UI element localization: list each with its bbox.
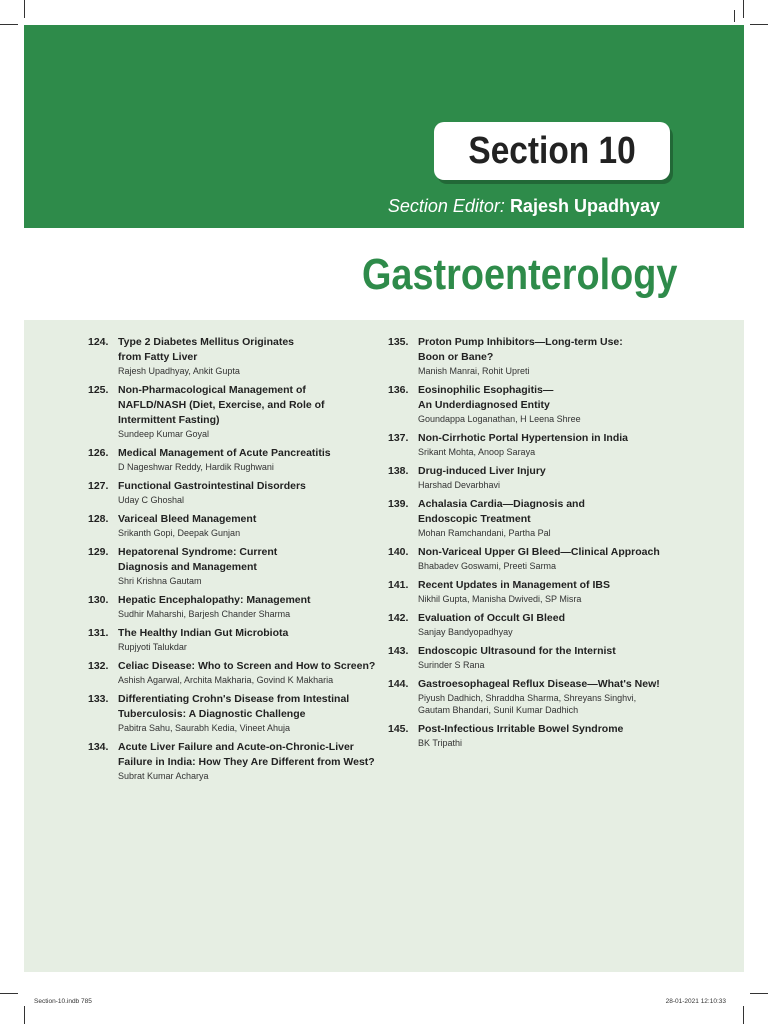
chapter-body xyxy=(418,578,688,605)
chapter-authors: Piyush Dadhich, Shraddha Sharma, Shreyans Singhvi, xyxy=(418,693,637,703)
chapter-authors: Rupjyoti Talukdar xyxy=(118,642,187,652)
chapter-title: Differentiating Crohn's Disease from Intestinal xyxy=(118,693,350,705)
chapter-body xyxy=(418,545,688,572)
chapter-number: 131. xyxy=(88,627,109,639)
toc-entry xyxy=(88,692,388,734)
toc-entry xyxy=(88,593,388,620)
chapter-authors: D Nageshwar Reddy, Hardik Rughwani xyxy=(118,462,274,472)
chapter-title: from Fatty Liver xyxy=(118,351,198,363)
crop-mark xyxy=(24,1006,25,1024)
toc-entry xyxy=(88,383,388,440)
crop-mark xyxy=(0,24,18,25)
chapter-body xyxy=(118,626,388,653)
editor-name: Rajesh Upadhyay xyxy=(509,196,660,216)
chapter-authors: Rajesh Upadhyay, Ankit Gupta xyxy=(118,366,240,376)
chapter-title: Drug-induced Liver Injury xyxy=(418,465,546,477)
chapter-number: 143. xyxy=(388,645,409,657)
chapter-number: 140. xyxy=(388,546,409,558)
toc-entry xyxy=(88,626,388,653)
toc-entry xyxy=(388,383,688,425)
chapter-authors: Goundappa Loganathan, H Leena Shree xyxy=(418,414,581,424)
toc-entry xyxy=(88,446,388,473)
chapter-authors: Srikanth Gopi, Deepak Gunjan xyxy=(118,528,241,538)
chapter-authors: Sundeep Kumar Goyal xyxy=(118,429,210,439)
chapter-number: 128. xyxy=(88,513,109,525)
toc-entry xyxy=(388,464,688,491)
chapter-body xyxy=(118,659,388,686)
crop-mark xyxy=(734,10,735,22)
chapter-number: 137. xyxy=(388,432,409,444)
toc-entry xyxy=(388,611,688,638)
chapter-number: 144. xyxy=(388,678,409,690)
crop-mark xyxy=(24,0,25,18)
chapter-title: Eosinophilic Esophagitis— xyxy=(418,384,554,396)
chapter-number: 133. xyxy=(88,693,109,705)
chapter-title: An Underdiagnosed Entity xyxy=(418,399,550,411)
chapter-authors: Ashish Agarwal, Archita Makharia, Govind K Makharia xyxy=(118,675,334,685)
chapter-title: Type 2 Diabetes Mellitus Originates xyxy=(118,336,295,348)
chapter-title: Endoscopic Ultrasound for the Internist xyxy=(418,645,616,657)
chapter-title: Acute Liver Failure and Acute-on-Chronic-Liver xyxy=(118,741,354,753)
toc-entry xyxy=(88,740,388,782)
chapter-body xyxy=(118,692,388,734)
toc-right-column xyxy=(388,335,688,755)
chapter-body xyxy=(118,479,388,506)
toc-entry xyxy=(388,644,688,671)
chapter-body xyxy=(418,611,688,638)
chapter-authors: Subrat Kumar Acharya xyxy=(118,771,209,781)
toc-entry xyxy=(388,335,688,377)
chapter-title: Failure in India: How They Are Different from West? xyxy=(118,756,375,768)
chapter-title: Non-Variceal Upper GI Bleed—Clinical Approach xyxy=(418,546,660,558)
chapter-title: Proton Pump Inhibitors—Long-term Use: xyxy=(418,336,623,348)
section-editor xyxy=(388,196,660,217)
chapter-number: 136. xyxy=(388,384,409,396)
chapter-authors: Gautam Bhandari, Sunil Kumar Dadhich xyxy=(418,705,579,715)
chapter-body xyxy=(418,464,688,491)
chapter-title: Non-Cirrhotic Portal Hypertension in India xyxy=(418,432,629,444)
chapter-authors: Shri Krishna Gautam xyxy=(118,576,202,586)
section-title: Gastroenterology xyxy=(362,250,678,299)
toc-entry xyxy=(388,431,688,458)
toc-entry xyxy=(88,545,388,587)
crop-mark xyxy=(743,0,744,18)
toc-entry xyxy=(388,545,688,572)
chapter-authors: Harshad Devarbhavi xyxy=(418,480,501,490)
crop-mark xyxy=(750,24,768,25)
chapter-body xyxy=(118,593,388,620)
chapter-title: Gastroesophageal Reflux Disease—What's New! xyxy=(418,678,660,690)
chapter-number: 145. xyxy=(388,723,409,735)
chapter-number: 124. xyxy=(88,336,109,348)
chapter-title: Celiac Disease: Who to Screen and How to Screen? xyxy=(118,660,376,672)
chapter-number: 126. xyxy=(88,447,109,459)
chapter-body xyxy=(118,512,388,539)
chapter-title: The Healthy Indian Gut Microbiota xyxy=(118,627,289,639)
chapter-title: Functional Gastrointestinal Disorders xyxy=(118,480,306,492)
chapter-title: Tuberculosis: A Diagnostic Challenge xyxy=(118,708,306,720)
chapter-body xyxy=(418,497,688,539)
chapter-number: 130. xyxy=(88,594,109,606)
chapter-body xyxy=(418,431,688,458)
chapter-authors: Sudhir Maharshi, Barjesh Chander Sharma xyxy=(118,609,291,619)
chapter-authors: BK Tripathi xyxy=(418,738,463,748)
chapter-title: Medical Management of Acute Pancreatitis xyxy=(118,447,331,459)
chapter-title: Recent Updates in Management of IBS xyxy=(418,579,610,591)
chapter-authors: Srikant Mohta, Anoop Saraya xyxy=(418,447,536,457)
editor-label: Section Editor: xyxy=(387,196,505,216)
toc-entry xyxy=(388,497,688,539)
chapter-number: 138. xyxy=(388,465,409,477)
chapter-title: Achalasia Cardia—Diagnosis and xyxy=(418,498,585,510)
chapter-number: 127. xyxy=(88,480,109,492)
section-label-box xyxy=(434,122,670,180)
chapter-body xyxy=(418,677,688,716)
chapter-authors: Sanjay Bandyopadhyay xyxy=(418,627,513,637)
chapter-number: 132. xyxy=(88,660,109,672)
chapter-title: Diagnosis and Management xyxy=(118,561,257,573)
footer-file-info: Section-10.indb 785 xyxy=(34,998,92,1005)
chapter-body xyxy=(118,740,388,782)
chapter-title: Non-Pharmacological Management of xyxy=(118,384,306,396)
chapter-body xyxy=(418,335,688,377)
footer-timestamp: 28-01-2021 12:10:33 xyxy=(665,998,726,1005)
chapter-body xyxy=(118,545,388,587)
chapter-number: 142. xyxy=(388,612,409,624)
chapter-title: Hepatic Encephalopathy: Management xyxy=(118,594,311,606)
chapter-title: Evaluation of Occult GI Bleed xyxy=(418,612,566,624)
chapter-title: Variceal Bleed Management xyxy=(118,513,257,525)
chapter-number: 125. xyxy=(88,384,109,396)
chapter-number: 139. xyxy=(388,498,409,510)
toc-left-column xyxy=(88,335,388,788)
chapter-authors: Nikhil Gupta, Manisha Dwivedi, SP Misra xyxy=(418,594,582,604)
chapter-title: Hepatorenal Syndrome: Current xyxy=(118,546,278,558)
chapter-body xyxy=(118,383,388,440)
chapter-title: Boon or Bane? xyxy=(418,351,494,363)
chapter-authors: Surinder S Rana xyxy=(418,660,485,670)
toc-entry xyxy=(88,335,388,377)
toc-entry xyxy=(388,677,688,716)
toc-entry xyxy=(388,578,688,605)
chapter-number: 129. xyxy=(88,546,109,558)
chapter-title: NAFLD/NASH (Diet, Exercise, and Role of xyxy=(118,399,325,411)
toc-entry xyxy=(388,722,688,749)
chapter-body xyxy=(118,335,388,377)
chapter-title: Endoscopic Treatment xyxy=(418,513,531,525)
chapter-number: 135. xyxy=(388,336,409,348)
chapter-authors: Manish Manrai, Rohit Upreti xyxy=(418,366,530,376)
table-of-contents xyxy=(24,320,744,972)
chapter-title: Intermittent Fasting) xyxy=(118,414,220,426)
chapter-body xyxy=(118,446,388,473)
crop-mark xyxy=(750,993,768,994)
chapter-authors: Bhabadev Goswami, Preeti Sarma xyxy=(418,561,557,571)
chapter-authors: Mohan Ramchandani, Partha Pal xyxy=(418,528,551,538)
toc-entry xyxy=(88,512,388,539)
chapter-title: Post-Infectious Irritable Bowel Syndrome xyxy=(418,723,624,735)
crop-mark xyxy=(0,993,18,994)
crop-mark xyxy=(743,1006,744,1024)
chapter-number: 141. xyxy=(388,579,409,591)
chapter-number: 134. xyxy=(88,741,109,753)
chapter-body xyxy=(418,383,688,425)
chapter-body xyxy=(418,644,688,671)
chapter-authors: Pabitra Sahu, Saurabh Kedia, Vineet Ahuja xyxy=(118,723,290,733)
chapter-body xyxy=(418,722,688,749)
chapter-authors: Uday C Ghoshal xyxy=(118,495,185,505)
toc-entry xyxy=(88,659,388,686)
section-label: Section 10 xyxy=(468,129,636,172)
toc-entry xyxy=(88,479,388,506)
